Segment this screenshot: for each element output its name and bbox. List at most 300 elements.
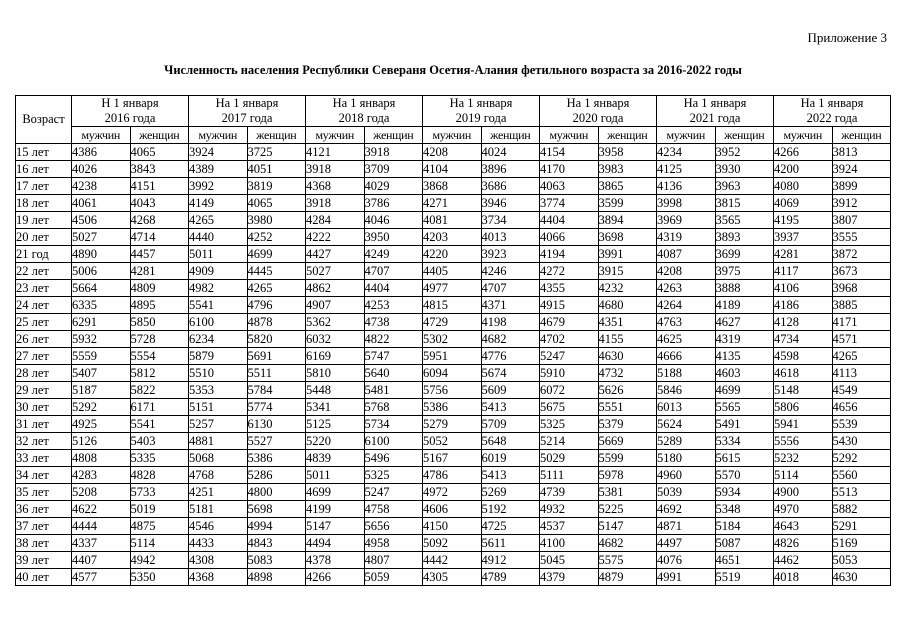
male-count-cell: 4546	[189, 518, 248, 535]
female-count-cell: 5169	[832, 535, 891, 552]
male-count-cell: 4808	[72, 450, 131, 467]
male-count-cell: 5362	[306, 314, 365, 331]
male-count-cell: 5941	[774, 416, 833, 433]
male-count-cell: 4220	[423, 246, 482, 263]
female-count-cell: 5691	[247, 348, 306, 365]
male-count-cell: 3992	[189, 178, 248, 195]
sex-header-row	[16, 127, 891, 144]
female-count-cell: 3885	[832, 297, 891, 314]
female-count-cell: 5733	[130, 484, 189, 501]
male-count-cell: 4264	[657, 297, 716, 314]
male-count-cell: 5879	[189, 348, 248, 365]
male-count-cell: 5664	[72, 280, 131, 297]
female-count-cell: 4246	[481, 263, 540, 280]
female-count-cell: 5513	[832, 484, 891, 501]
female-count-cell: 4029	[364, 178, 423, 195]
year-column-header	[189, 96, 306, 127]
female-count-cell: 5734	[364, 416, 423, 433]
female-count-cell: 5709	[481, 416, 540, 433]
female-count-cell: 3734	[481, 212, 540, 229]
female-count-cell: 4024	[481, 144, 540, 161]
female-count-cell: 5615	[715, 450, 774, 467]
male-count-cell: 4305	[423, 569, 482, 586]
male-count-cell: 4069	[774, 195, 833, 212]
age-cell: 40 лет	[16, 569, 72, 586]
male-count-cell: 4666	[657, 348, 716, 365]
male-count-cell: 4106	[774, 280, 833, 297]
female-count-cell: 4707	[481, 280, 540, 297]
female-count-cell: 3872	[832, 246, 891, 263]
female-count-cell: 5019	[130, 501, 189, 518]
table-row	[16, 161, 891, 178]
female-count-cell: 4445	[247, 263, 306, 280]
female-count-cell: 5083	[247, 552, 306, 569]
female-count-cell: 3980	[247, 212, 306, 229]
female-count-cell: 4994	[247, 518, 306, 535]
male-count-cell: 6234	[189, 331, 248, 348]
female-count-cell: 5674	[481, 365, 540, 382]
female-count-cell: 5348	[715, 501, 774, 518]
female-column-header: женщин	[598, 127, 657, 144]
year-header-line1: На 1 января	[332, 96, 396, 110]
female-column-header: женщин	[481, 127, 540, 144]
male-count-cell: 4433	[189, 535, 248, 552]
male-count-cell: 4618	[774, 365, 833, 382]
male-count-cell: 4076	[657, 552, 716, 569]
male-count-cell: 4149	[189, 195, 248, 212]
female-count-cell: 3813	[832, 144, 891, 161]
age-cell: 29 лет	[16, 382, 72, 399]
female-count-cell: 5519	[715, 569, 774, 586]
male-count-cell: 4907	[306, 297, 365, 314]
male-count-cell: 4263	[657, 280, 716, 297]
female-count-cell: 5430	[832, 433, 891, 450]
female-count-cell: 4738	[364, 314, 423, 331]
female-count-cell: 4135	[715, 348, 774, 365]
female-count-cell: 5247	[364, 484, 423, 501]
male-count-cell: 4319	[657, 229, 716, 246]
female-count-cell: 4699	[247, 246, 306, 263]
female-count-cell: 3815	[715, 195, 774, 212]
male-count-cell: 4195	[774, 212, 833, 229]
female-count-cell: 4265	[247, 280, 306, 297]
female-count-cell: 3952	[715, 144, 774, 161]
female-count-cell: 5656	[364, 518, 423, 535]
male-count-cell: 5187	[72, 382, 131, 399]
female-count-cell: 4281	[130, 263, 189, 280]
male-count-cell: 3998	[657, 195, 716, 212]
male-count-cell: 4208	[657, 263, 716, 280]
female-count-cell: 3893	[715, 229, 774, 246]
table-row	[16, 467, 891, 484]
female-count-cell: 4457	[130, 246, 189, 263]
female-count-cell: 3983	[598, 161, 657, 178]
table-row	[16, 518, 891, 535]
male-count-cell: 5220	[306, 433, 365, 450]
male-count-cell: 4061	[72, 195, 131, 212]
male-count-cell: 4281	[774, 246, 833, 263]
male-count-cell: 4266	[306, 569, 365, 586]
male-count-cell: 5279	[423, 416, 482, 433]
female-count-cell: 4807	[364, 552, 423, 569]
male-count-cell: 3969	[657, 212, 716, 229]
female-count-cell: 4796	[247, 297, 306, 314]
year-header-line1: На 1 января	[215, 96, 279, 110]
female-count-cell: 5812	[130, 365, 189, 382]
female-count-cell: 4351	[598, 314, 657, 331]
age-cell: 18 лет	[16, 195, 72, 212]
female-count-cell: 5551	[598, 399, 657, 416]
female-count-cell: 5599	[598, 450, 657, 467]
female-count-cell: 4828	[130, 467, 189, 484]
female-count-cell: 5403	[130, 433, 189, 450]
age-cell: 33 лет	[16, 450, 72, 467]
population-table	[15, 95, 891, 586]
male-count-cell: 5932	[72, 331, 131, 348]
age-cell: 20 лет	[16, 229, 72, 246]
male-count-cell: 4739	[540, 484, 599, 501]
male-count-cell: 5011	[189, 246, 248, 263]
female-count-cell: 4630	[832, 569, 891, 586]
male-count-cell: 4379	[540, 569, 599, 586]
male-count-cell: 4150	[423, 518, 482, 535]
table-row	[16, 399, 891, 416]
male-count-cell: 4186	[774, 297, 833, 314]
female-count-cell: 5335	[130, 450, 189, 467]
female-count-cell: 3865	[598, 178, 657, 195]
female-count-cell: 3924	[832, 161, 891, 178]
female-column-header: женщин	[364, 127, 423, 144]
female-count-cell: 5784	[247, 382, 306, 399]
female-count-cell: 4958	[364, 535, 423, 552]
male-count-cell: 5147	[306, 518, 365, 535]
table-row	[16, 348, 891, 365]
age-cell: 24 лет	[16, 297, 72, 314]
male-count-cell: 3924	[189, 144, 248, 161]
female-count-cell: 3923	[481, 246, 540, 263]
female-count-cell: 5747	[364, 348, 423, 365]
male-column-header: мужчин	[657, 127, 716, 144]
table-row	[16, 569, 891, 586]
male-count-cell: 4577	[72, 569, 131, 586]
female-count-cell: 5669	[598, 433, 657, 450]
female-count-cell: 5184	[715, 518, 774, 535]
female-count-cell: 5225	[598, 501, 657, 518]
table-row	[16, 229, 891, 246]
female-count-cell: 5850	[130, 314, 189, 331]
female-count-cell: 4651	[715, 552, 774, 569]
female-count-cell: 4714	[130, 229, 189, 246]
table-row	[16, 280, 891, 297]
male-count-cell: 4104	[423, 161, 482, 178]
male-count-cell: 3918	[306, 161, 365, 178]
female-count-cell: 4789	[481, 569, 540, 586]
male-count-cell: 4972	[423, 484, 482, 501]
table-row	[16, 212, 891, 229]
female-count-cell: 3786	[364, 195, 423, 212]
female-count-cell: 4198	[481, 314, 540, 331]
female-count-cell: 4151	[130, 178, 189, 195]
document-title: Численность населения Республики Севераня Осетия-Алания фетильного возраста за 2016-2022 годы	[164, 63, 742, 77]
male-count-cell: 4440	[189, 229, 248, 246]
male-count-cell: 4826	[774, 535, 833, 552]
female-count-cell: 4822	[364, 331, 423, 348]
table-row	[16, 246, 891, 263]
age-cell: 23 лет	[16, 280, 72, 297]
table-row	[16, 144, 891, 161]
year-header-line2: 2019 года	[455, 111, 507, 125]
table-row	[16, 484, 891, 501]
female-count-cell: 5698	[247, 501, 306, 518]
male-count-cell: 5541	[189, 297, 248, 314]
female-count-cell: 4776	[481, 348, 540, 365]
female-count-cell: 4113	[832, 365, 891, 382]
age-cell: 38 лет	[16, 535, 72, 552]
male-count-cell: 4982	[189, 280, 248, 297]
female-count-cell: 4155	[598, 331, 657, 348]
female-count-cell: 5822	[130, 382, 189, 399]
male-count-cell: 4271	[423, 195, 482, 212]
male-column-header: мужчин	[540, 127, 599, 144]
male-count-cell: 4679	[540, 314, 599, 331]
female-count-cell: 3686	[481, 178, 540, 195]
male-count-cell: 4386	[72, 144, 131, 161]
female-count-cell: 5774	[247, 399, 306, 416]
female-count-cell: 3918	[364, 144, 423, 161]
male-count-cell: 4389	[189, 161, 248, 178]
male-count-cell: 4881	[189, 433, 248, 450]
male-count-cell: 5292	[72, 399, 131, 416]
age-cell: 15 лет	[16, 144, 72, 161]
male-count-cell: 4702	[540, 331, 599, 348]
male-count-cell: 5027	[306, 263, 365, 280]
female-count-cell: 3843	[130, 161, 189, 178]
male-count-cell: 4444	[72, 518, 131, 535]
female-count-cell: 4682	[598, 535, 657, 552]
male-count-cell: 5188	[657, 365, 716, 382]
male-count-cell: 5214	[540, 433, 599, 450]
female-count-cell: 5269	[481, 484, 540, 501]
female-count-cell: 4268	[130, 212, 189, 229]
male-count-cell: 5126	[72, 433, 131, 450]
male-count-cell: 4284	[306, 212, 365, 229]
male-count-cell: 5148	[774, 382, 833, 399]
female-count-cell: 5059	[364, 569, 423, 586]
female-count-cell: 4725	[481, 518, 540, 535]
female-count-cell: 4682	[481, 331, 540, 348]
male-count-cell: 4404	[540, 212, 599, 229]
table-row	[16, 450, 891, 467]
year-column-header	[72, 96, 189, 127]
male-count-cell: 4199	[306, 501, 365, 518]
female-column-header: женщин	[832, 127, 891, 144]
female-count-cell: 5565	[715, 399, 774, 416]
male-column-header: мужчин	[774, 127, 833, 144]
male-count-cell: 4786	[423, 467, 482, 484]
female-count-cell: 3950	[364, 229, 423, 246]
female-count-cell: 4065	[247, 195, 306, 212]
female-count-cell: 5640	[364, 365, 423, 382]
male-count-cell: 5675	[540, 399, 599, 416]
male-count-cell: 4729	[423, 314, 482, 331]
male-count-cell: 4606	[423, 501, 482, 518]
male-count-cell: 4337	[72, 535, 131, 552]
male-count-cell: 4692	[657, 501, 716, 518]
male-count-cell: 4462	[774, 552, 833, 569]
male-count-cell: 5325	[540, 416, 599, 433]
male-count-cell: 4839	[306, 450, 365, 467]
male-count-cell: 5068	[189, 450, 248, 467]
male-count-cell: 5208	[72, 484, 131, 501]
male-count-cell: 5111	[540, 467, 599, 484]
female-count-cell: 4627	[715, 314, 774, 331]
female-count-cell: 4800	[247, 484, 306, 501]
male-count-cell: 4405	[423, 263, 482, 280]
year-header-line1: На 1 января	[566, 96, 630, 110]
female-count-cell: 3698	[598, 229, 657, 246]
female-count-cell: 4065	[130, 144, 189, 161]
female-count-cell: 4809	[130, 280, 189, 297]
male-count-cell: 4890	[72, 246, 131, 263]
year-header-line1: На 1 января	[683, 96, 747, 110]
male-count-cell: 5448	[306, 382, 365, 399]
year-header-line1: Н 1 января	[101, 96, 159, 110]
female-count-cell: 5768	[364, 399, 423, 416]
male-count-cell: 4909	[189, 263, 248, 280]
female-count-cell: 4732	[598, 365, 657, 382]
male-count-cell: 4598	[774, 348, 833, 365]
year-column-header	[306, 96, 423, 127]
year-column-header	[423, 96, 540, 127]
male-count-cell: 4136	[657, 178, 716, 195]
male-count-cell: 5756	[423, 382, 482, 399]
female-count-cell: 3888	[715, 280, 774, 297]
male-count-cell: 4442	[423, 552, 482, 569]
female-count-cell: 5978	[598, 467, 657, 484]
female-count-cell: 4046	[364, 212, 423, 229]
male-count-cell: 4815	[423, 297, 482, 314]
female-count-cell: 5541	[130, 416, 189, 433]
female-count-cell: 4232	[598, 280, 657, 297]
male-count-cell: 5052	[423, 433, 482, 450]
table-row	[16, 178, 891, 195]
female-column-header: женщин	[247, 127, 306, 144]
female-count-cell: 3968	[832, 280, 891, 297]
male-count-cell: 4018	[774, 569, 833, 586]
female-count-cell: 4319	[715, 331, 774, 348]
female-count-cell: 5114	[130, 535, 189, 552]
age-cell: 32 лет	[16, 433, 72, 450]
female-count-cell: 3807	[832, 212, 891, 229]
male-count-cell: 4991	[657, 569, 716, 586]
female-count-cell: 3975	[715, 263, 774, 280]
age-cell: 36 лет	[16, 501, 72, 518]
female-count-cell: 3958	[598, 144, 657, 161]
male-count-cell: 4238	[72, 178, 131, 195]
male-count-cell: 5510	[189, 365, 248, 382]
male-count-cell: 3868	[423, 178, 482, 195]
female-count-cell: 3915	[598, 263, 657, 280]
table-body	[16, 144, 891, 586]
male-count-cell: 4734	[774, 331, 833, 348]
male-count-cell: 5386	[423, 399, 482, 416]
male-count-cell: 4265	[189, 212, 248, 229]
male-count-cell: 5341	[306, 399, 365, 416]
age-cell: 35 лет	[16, 484, 72, 501]
table-row	[16, 365, 891, 382]
age-cell: 21 год	[16, 246, 72, 263]
male-count-cell: 5092	[423, 535, 482, 552]
male-count-cell: 5029	[540, 450, 599, 467]
year-column-header	[774, 96, 891, 127]
male-count-cell: 5039	[657, 484, 716, 501]
male-count-cell: 6032	[306, 331, 365, 348]
male-count-cell: 5151	[189, 399, 248, 416]
table-row	[16, 297, 891, 314]
female-count-cell: 5934	[715, 484, 774, 501]
year-column-header	[540, 96, 657, 127]
male-count-cell: 4862	[306, 280, 365, 297]
age-cell: 26 лет	[16, 331, 72, 348]
male-count-cell: 4699	[306, 484, 365, 501]
male-count-cell: 5167	[423, 450, 482, 467]
male-count-cell: 4208	[423, 144, 482, 161]
female-count-cell: 5570	[715, 467, 774, 484]
female-count-cell: 5554	[130, 348, 189, 365]
male-count-cell: 6335	[72, 297, 131, 314]
female-count-cell: 4404	[364, 280, 423, 297]
female-count-cell: 4051	[247, 161, 306, 178]
male-count-cell: 5011	[306, 467, 365, 484]
male-count-cell: 5006	[72, 263, 131, 280]
female-count-cell: 4252	[247, 229, 306, 246]
male-count-cell: 4154	[540, 144, 599, 161]
male-count-cell: 4407	[72, 552, 131, 569]
male-count-cell: 4537	[540, 518, 599, 535]
male-count-cell: 4222	[306, 229, 365, 246]
male-column-header: мужчин	[72, 127, 131, 144]
male-count-cell: 4378	[306, 552, 365, 569]
year-header-line2: 2017 года	[221, 111, 273, 125]
male-count-cell: 3774	[540, 195, 599, 212]
female-count-cell: 3930	[715, 161, 774, 178]
male-count-cell: 4355	[540, 280, 599, 297]
male-count-cell: 4272	[540, 263, 599, 280]
female-count-cell: 5481	[364, 382, 423, 399]
female-count-cell: 4549	[832, 382, 891, 399]
male-count-cell: 5289	[657, 433, 716, 450]
female-count-cell: 5882	[832, 501, 891, 518]
male-count-cell: 4194	[540, 246, 599, 263]
female-count-cell: 5527	[247, 433, 306, 450]
female-count-cell: 4758	[364, 501, 423, 518]
year-header-line2: 2018 года	[338, 111, 390, 125]
year-header-line1: На 1 января	[449, 96, 513, 110]
male-count-cell: 5125	[306, 416, 365, 433]
female-count-cell: 4912	[481, 552, 540, 569]
male-count-cell: 5951	[423, 348, 482, 365]
female-count-cell: 5560	[832, 467, 891, 484]
female-count-cell: 4249	[364, 246, 423, 263]
year-header-line1: На 1 января	[800, 96, 864, 110]
female-count-cell: 5291	[832, 518, 891, 535]
female-count-cell: 5147	[598, 518, 657, 535]
male-column-header: мужчин	[189, 127, 248, 144]
female-count-cell: 4253	[364, 297, 423, 314]
age-cell: 19 лет	[16, 212, 72, 229]
male-count-cell: 4960	[657, 467, 716, 484]
male-count-cell: 4283	[72, 467, 131, 484]
